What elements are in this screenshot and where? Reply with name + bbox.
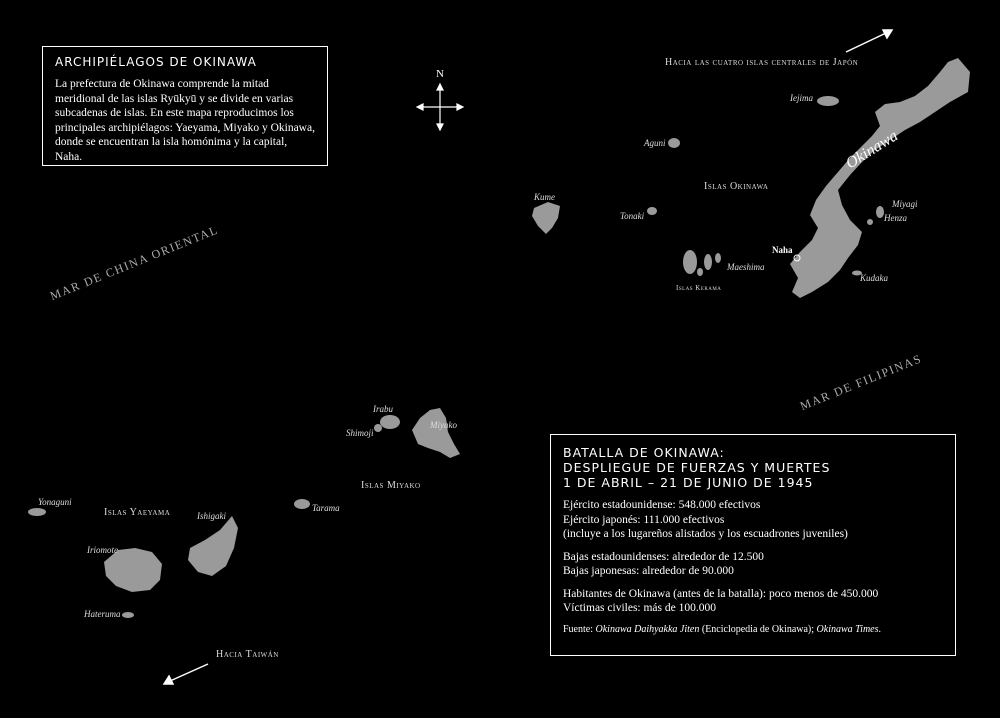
- civilians-group: [563, 587, 943, 616]
- kerama-island-2: [704, 254, 712, 270]
- source-text-2: (Enciclopedia de Okinawa);: [699, 623, 817, 635]
- group-kerama-label: Islas Kerama: [676, 284, 722, 292]
- civilians-line: Víctimas civiles: más de 100.000: [563, 602, 716, 614]
- jp-losses-line: Bajas japonesas: alrededor de 90.000: [563, 565, 734, 577]
- irabu-island: [380, 415, 400, 429]
- island-henza-label: Henza: [884, 213, 907, 223]
- aguni-island: [668, 138, 680, 148]
- shimoji-island: [374, 424, 382, 432]
- miyako-island: [412, 408, 460, 458]
- tonaki-island: [647, 207, 657, 215]
- battle-title-1: BATALLA DE OKINAWA:: [563, 445, 725, 460]
- us-army-line: Ejército estadounidense: 548.000 efectivos: [563, 499, 761, 511]
- battle-title-2: DESPLIEGUE DE FUERZAS Y MUERTES: [563, 460, 831, 475]
- island-tonaki-label: Tonaki: [620, 211, 645, 221]
- island-kume-label: Kume: [534, 192, 555, 202]
- info-text: La prefectura de Okinawa comprende la mitad meridional de las islas Ryūkyū y se divide en varias subcadenas de islas. En este mapa reproducimos los principales archipiélagos: Yaeyama, Miyako y Okinawa, donde se encuentran la isla homónima y la capital, Naha.: [55, 78, 315, 163]
- hateruma-island: [122, 612, 134, 618]
- island-aguni-label: Aguni: [644, 138, 666, 148]
- island-ishigaki-label: Ishigaki: [197, 511, 226, 521]
- source-title-1: Okinawa Daihyakka Jiten: [595, 623, 700, 635]
- arrow-taiwan: [164, 664, 208, 684]
- compass-north-label: N: [436, 68, 444, 80]
- arrow-japan: [846, 30, 892, 52]
- direction-taiwan-label: Hacia Taiwán: [216, 649, 279, 660]
- island-iriomote-label: Iriomote: [87, 545, 118, 555]
- island-miyagi-label: Miyagi: [892, 199, 918, 209]
- forces-group: [563, 498, 943, 542]
- yonaguni-island: [28, 508, 46, 516]
- island-kudaka-label: Kudaka: [860, 273, 888, 283]
- info-box: [42, 46, 328, 166]
- island-miyako-label: Miyako: [430, 420, 457, 430]
- losses-group: [563, 550, 943, 579]
- source-end: .: [878, 623, 881, 635]
- island-maeshima-label: Maeshima: [727, 262, 765, 272]
- info-title: ARCHIPIÉLAGOS DE OKINAWA: [55, 55, 257, 69]
- henza-island: [867, 219, 873, 225]
- battle-title-3: 1 DE ABRIL – 21 DE JUNIO DE 1945: [563, 475, 814, 490]
- source-line: [563, 624, 943, 635]
- miyagi-island: [876, 206, 884, 218]
- kerama-island-1: [683, 250, 697, 274]
- ishigaki-island: [188, 516, 238, 576]
- direction-japan-label: Hacia las cuatro islas centrales de Japón: [665, 57, 859, 68]
- battle-box: [550, 434, 956, 656]
- group-okinawa-label: Islas Okinawa: [704, 181, 769, 192]
- island-naha-label: Naha: [772, 245, 793, 255]
- group-yaeyama-label: Islas Yaeyama: [104, 507, 171, 518]
- island-irabu-label: Irabu: [373, 404, 393, 414]
- tarama-island: [294, 499, 310, 509]
- kerama-island-3: [715, 253, 721, 263]
- island-iejima-label: Iejima: [790, 93, 813, 103]
- kume-island: [532, 202, 560, 234]
- jp-army-line: Ejército japonés: 111.000 efectivos: [563, 513, 725, 526]
- group-miyako-label: Islas Miyako: [361, 480, 421, 491]
- jp-note-line: (incluye a los lugareños alistados y los escuadrones juveniles): [563, 528, 848, 540]
- iejima-island: [817, 96, 839, 106]
- island-yonaguni-label: Yonaguni: [38, 497, 72, 507]
- source-title-3: Okinawa Times: [816, 623, 879, 635]
- sea-china-label: MAR DE CHINA ORIENTAL: [48, 222, 221, 303]
- island-hateruma-label: Hateruma: [84, 609, 121, 619]
- sea-philippines-label: MAR DE FILIPINAS: [798, 351, 924, 413]
- inhabitants-line: Habitantes de Okinawa (antes de la batalla): poco menos de 450.000: [563, 587, 879, 600]
- source-label: Fuente:: [563, 623, 596, 635]
- us-losses-line: Bajas estadounidenses: alrededor de 12.500: [563, 550, 764, 563]
- kerama-island-4: [697, 268, 703, 276]
- compass-rose: [417, 84, 463, 130]
- island-shimoji-label: Shimoji: [346, 428, 374, 438]
- island-okinawa-label: Okinawa: [843, 127, 902, 173]
- okinawa-island: [790, 58, 970, 298]
- island-tarama-label: Tarama: [312, 503, 340, 513]
